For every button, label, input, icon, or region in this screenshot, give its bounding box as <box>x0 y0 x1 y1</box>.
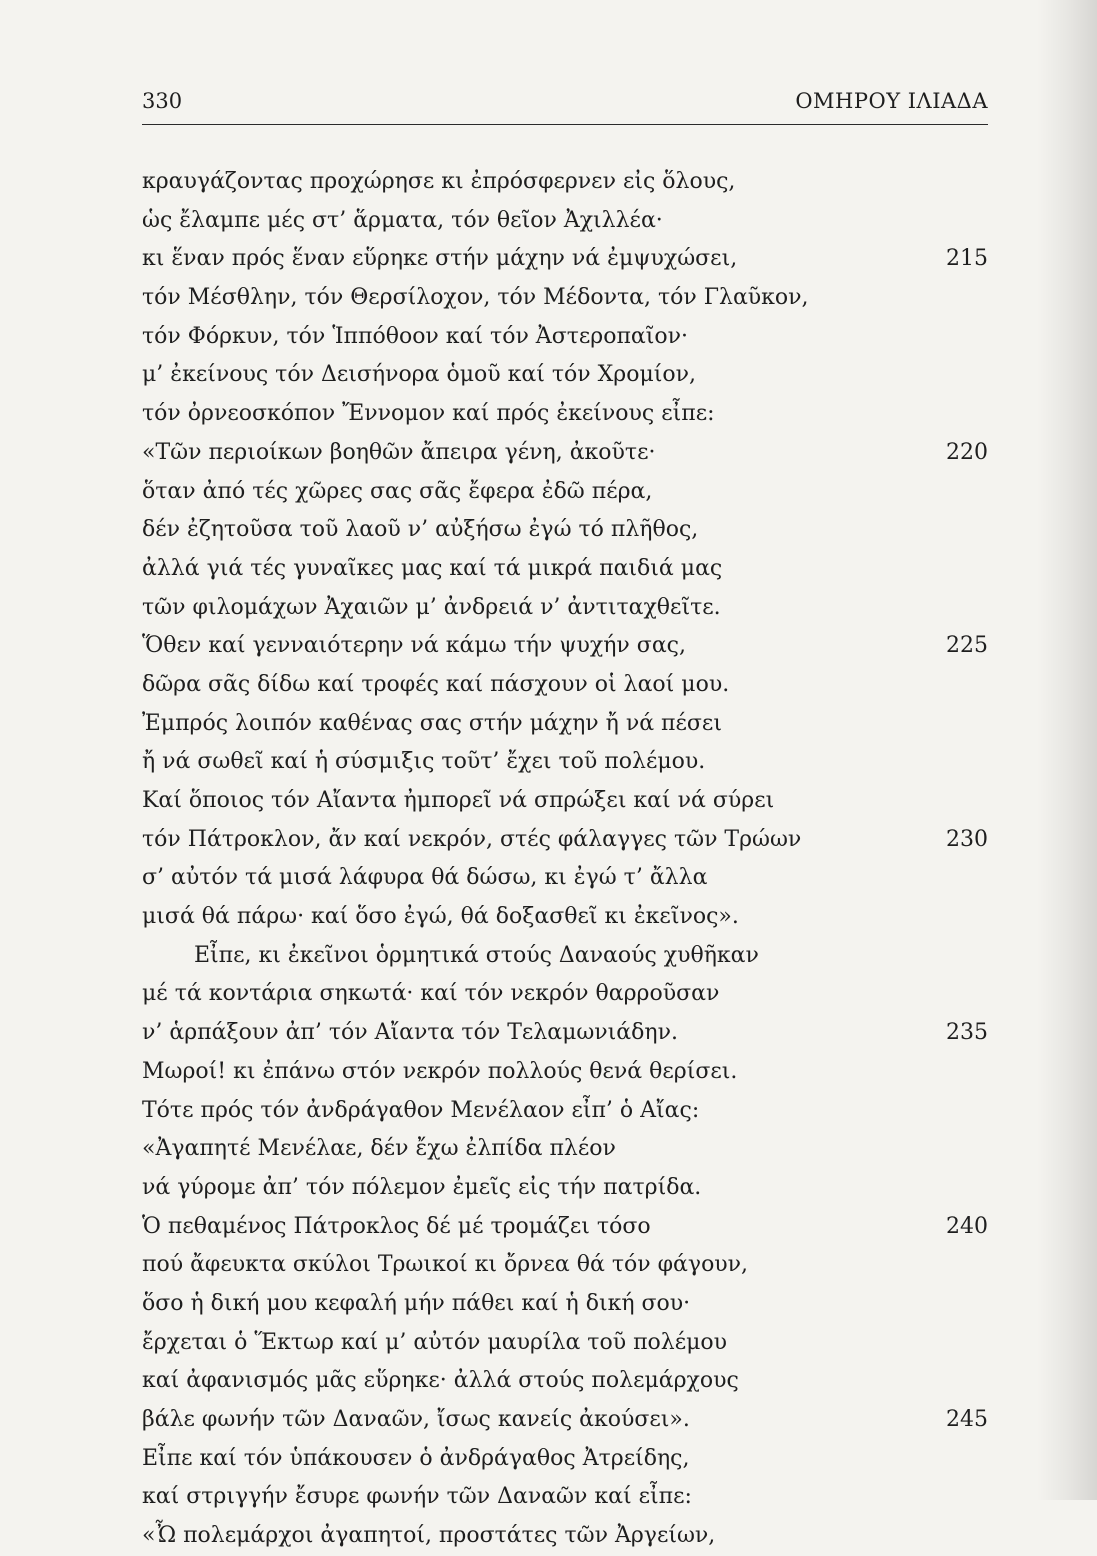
verse-text: μέ τά κοντάρια σηκωτά· καί τόν νεκρόν θαρροῦσαν <box>142 981 720 1007</box>
verse-line <box>142 743 988 782</box>
verse-line <box>142 589 988 628</box>
verse-text: ν’ ἁρπάξουν ἀπ’ τόν Αἴαντα τόν Τελαμωνιάδην. <box>142 1020 678 1046</box>
verse-text: «Ὦ πολεμάρχοι ἀγαπητοί, προστάτες τῶν Ἀργείων, <box>142 1523 716 1549</box>
verse-text: δέν ἐζητοῦσα τοῦ λαοῦ ν’ αὐξήσω ἐγώ τό πλῆθος, <box>142 517 699 543</box>
verse-line <box>142 975 988 1014</box>
verse-line <box>142 550 988 589</box>
verse-line <box>142 1014 988 1053</box>
verse-line <box>142 1401 988 1440</box>
verse-text: καί ἀφανισμός μᾶς εὕρηκε· ἀλλά στούς πολεμάρχους <box>142 1368 739 1394</box>
verse-line <box>142 666 988 705</box>
verse-text: τῶν φιλομάχων Ἀχαιῶν μ’ ἀνδρειά ν’ ἀντιταχθεῖτε. <box>142 594 721 620</box>
verse-text: τόν Μέσθλην, τόν Θερσίλοχον, τόν Μέδοντα, τόν Γλαῦκον, <box>142 285 809 311</box>
verse-line <box>142 1285 988 1324</box>
verse-line <box>142 1053 988 1092</box>
verse-line <box>142 163 988 202</box>
verse-text: Τότε πρός τόν ἀνδράγαθον Μενέλαον εἶπ’ ὁ Αἴας: <box>142 1097 700 1123</box>
verse-text: μ’ ἐκείνους τόν Δεισήνορα ὁμοῦ καί τόν Χρομίον, <box>142 362 697 388</box>
verse-text: τόν Φόρκυν, τόν Ἱππόθοον καί τόν Ἀστεροπαῖον· <box>142 323 689 349</box>
verse-line <box>142 1362 988 1401</box>
verse-text: ὡς ἔλαμπε μές στ’ ἅρματα, τόν θεῖον Ἀχιλλέα· <box>142 207 663 233</box>
verse-line <box>142 511 988 550</box>
verse-list <box>142 163 988 1556</box>
verse-line <box>142 898 988 937</box>
verse-line <box>142 356 988 395</box>
verse-line <box>142 627 988 666</box>
verse-text: τόν Πάτροκλον, ἄν καί νεκρόν, στές φάλαγγες τῶν Τρώων <box>142 826 802 852</box>
verse-text: κι ἕναν πρός ἕναν εὕρηκε στήν μάχην νά ἐμψυχώσει, <box>142 246 738 272</box>
verse-line <box>142 782 988 821</box>
verse-line <box>142 1246 988 1285</box>
verse-text: μισά θά πάρω· καί ὅσο ἐγώ, θά δοξασθεῖ κι ἐκεῖνος». <box>142 904 739 930</box>
verse-number: 235 <box>946 1020 988 1046</box>
verse-line <box>142 202 988 241</box>
verse-text: πού ἄφευκτα σκύλοι Τρωικοί κι ὄρνεα θά τόν φάγουν, <box>142 1252 749 1278</box>
verse-line <box>142 821 988 860</box>
gutter-shadow <box>1037 0 1097 1500</box>
verse-line <box>142 1517 988 1556</box>
verse-text: Καί ὅποιος τόν Αἴαντα ἠμπορεῖ νά σπρώξει καί νά σύρει <box>142 788 775 813</box>
verse-line <box>142 318 988 357</box>
verse-text: δῶρα σᾶς δίδω καί τροφές καί πάσχουν οἱ λαοί μου. <box>142 671 730 697</box>
verse-line <box>142 1169 988 1208</box>
verse-text: Εἶπε καί τόν ὑπάκουσεν ὁ ἀνδράγαθος Ἀτρείδης, <box>142 1445 690 1471</box>
page-header <box>142 86 988 116</box>
verse-text: ὅσο ἡ δική μου κεφαλή μήν πάθει καί ἡ δική σου· <box>142 1290 691 1316</box>
verse-line <box>142 705 988 744</box>
verse-text: Ὅθεν καί γενναιότερην νά κάμω τήν ψυχήν σας, <box>142 633 686 659</box>
verse-text: σ’ αὐτόν τά μισά λάφυρα θά δώσω, κι ἐγώ τ’ ἄλλα <box>142 865 708 891</box>
verse-number: 230 <box>946 826 988 852</box>
verse-line <box>142 1440 988 1479</box>
verse-number: 220 <box>946 439 988 465</box>
verse-text: καί στριγγήν ἔσυρε φωνήν τῶν Δαναῶν καί εἶπε: <box>142 1484 692 1510</box>
verse-text: βάλε φωνήν τῶν Δαναῶν, ἴσως κανείς ἀκούσει». <box>142 1407 690 1432</box>
verse-text: νά γύρομε ἀπ’ τόν πόλεμον ἐμεῖς εἰς τήν πατρίδα. <box>142 1174 702 1200</box>
verse-line <box>142 473 988 512</box>
verse-line <box>142 937 988 976</box>
verse-line <box>142 279 988 318</box>
verse-line <box>142 1208 988 1247</box>
verse-number: 225 <box>946 633 988 659</box>
verse-line <box>142 240 988 279</box>
verse-line <box>142 1324 988 1363</box>
verse-text: Μωροί! κι ἐπάνω στόν νεκρόν πολλούς θενά θερίσει. <box>142 1058 738 1084</box>
verse-text: τόν ὀρνεοσκόπον Ἔννομον καί πρός ἐκείνους εἶπε: <box>142 401 715 427</box>
verse-line <box>142 434 988 473</box>
verse-number: 240 <box>946 1213 988 1239</box>
running-title: ΟΜΗΡΟΥ ΙΛΙΑΔΑ <box>795 89 988 113</box>
verse-text: Ὁ πεθαμένος Πάτροκλος δέ μέ τρομάζει τόσο <box>142 1213 651 1239</box>
verse-text: ὅταν ἀπό τές χῶρες σας σᾶς ἔφερα ἐδῶ πέρα, <box>142 478 653 504</box>
verse-line <box>142 1478 988 1517</box>
verse-text: ἤ νά σωθεῖ καί ἡ σύσμιξις τοῦτ’ ἔχει τοῦ πολέμου. <box>142 749 706 775</box>
verse-text: Εἶπε, κι ἐκεῖνοι ὁρμητικά στούς Δαναούς χυθῆκαν <box>194 942 759 968</box>
verse-line <box>142 859 988 898</box>
page-number: 330 <box>142 89 183 113</box>
verse-text: κραυγάζοντας προχώρησε κι ἐπρόσφερνεν εἰς ὅλους, <box>142 169 736 194</box>
header-rule <box>142 124 988 125</box>
verse-text: ἀλλά γιά τές γυναῖκες μας καί τά μικρά παιδιά μας <box>142 555 723 581</box>
verse-text: ἔρχεται ὁ Ἕκτωρ καί μ’ αὐτόν μαυρίλα τοῦ πολέμου <box>142 1329 728 1355</box>
verse-number: 245 <box>946 1407 988 1432</box>
verse-number: 215 <box>946 246 988 272</box>
verse-text: «Ἀγαπητέ Μενέλαε, δέν ἔχω ἐλπίδα πλέον <box>142 1136 616 1162</box>
verse-line <box>142 1130 988 1169</box>
verse-line <box>142 1092 988 1131</box>
verse-text: «Τῶν περιοίκων βοηθῶν ἄπειρα γένη, ἀκοῦτε· <box>142 439 656 465</box>
verse-line <box>142 395 988 434</box>
verse-text: Ἐμπρός λοιπόν καθένας σας στήν μάχην ἤ νά πέσει <box>142 710 722 736</box>
